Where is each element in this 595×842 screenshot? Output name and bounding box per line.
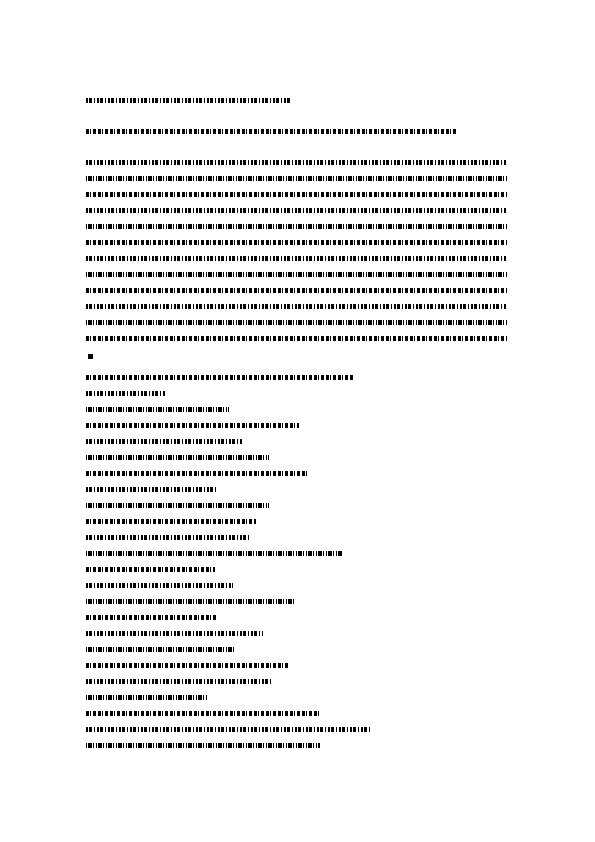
paragraph-line (86, 176, 507, 181)
paragraph-line (86, 160, 507, 165)
list-item (86, 407, 229, 412)
list-item (86, 519, 256, 524)
list-item (86, 615, 217, 620)
list-item (86, 599, 294, 604)
list-item (86, 551, 342, 556)
list-item (86, 663, 289, 668)
paragraph-line (86, 320, 507, 325)
paragraph-line (86, 208, 507, 213)
paragraph-line (86, 192, 507, 197)
list-item (86, 535, 249, 540)
list-item (86, 471, 308, 476)
list-item (86, 375, 354, 380)
list-item (86, 743, 320, 748)
list-item (86, 647, 235, 652)
list-item (86, 439, 242, 444)
list-item (86, 487, 217, 492)
list-item (86, 679, 272, 684)
list-item (86, 567, 215, 572)
paragraph-end-mark (88, 354, 93, 359)
paragraph-line (86, 272, 507, 277)
list-item (86, 695, 207, 700)
paragraph-line (86, 288, 507, 293)
list-item (86, 631, 263, 636)
list-item (86, 583, 233, 588)
list-item (86, 503, 269, 508)
list-item (86, 391, 166, 396)
list-item (86, 455, 269, 460)
list-item (86, 727, 372, 732)
document-title (86, 98, 292, 103)
paragraph-line (86, 304, 507, 309)
document-subtitle (86, 129, 458, 134)
paragraph-line (86, 256, 507, 261)
paragraph-line (86, 240, 507, 245)
list-item (86, 423, 299, 428)
list-item (86, 711, 320, 716)
paragraph-line (86, 224, 507, 229)
paragraph-line (86, 336, 507, 341)
